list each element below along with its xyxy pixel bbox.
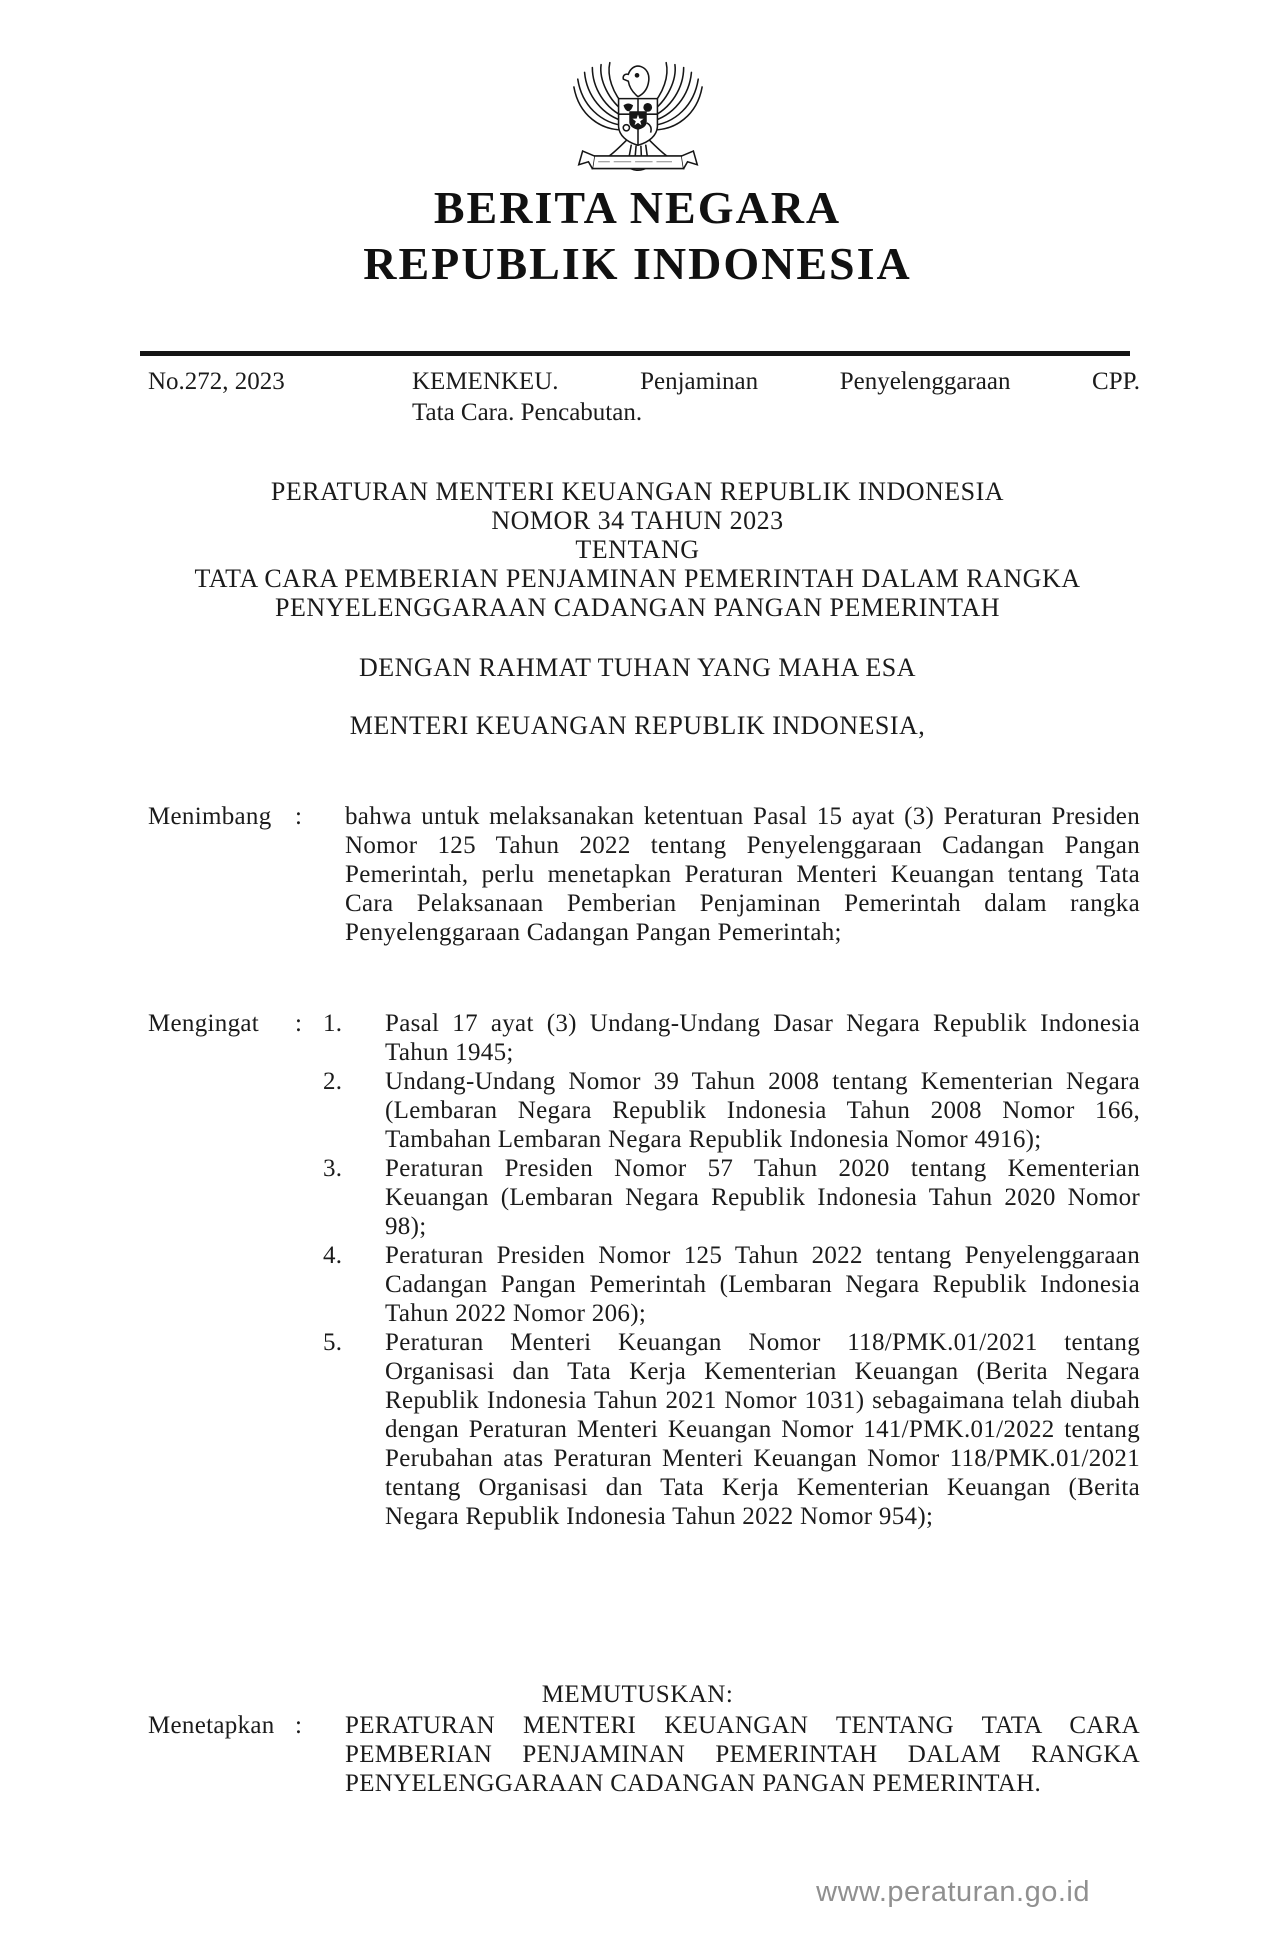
garuda-pancasila-emblem: [565, 52, 711, 188]
mengingat-item-3: [323, 1154, 1140, 1241]
menetapkan-body: PERATURAN MENTERI KEUANGAN TENTANG TATA CARA PEMBERIAN PENJAMINAN PEMERINTAH DALAM RANGKA PENYELENGGARAAN CADANGAN PANGAN PEMERINTAH.: [345, 1712, 1140, 1797]
mengingat-label: Mengingat: [148, 1010, 260, 1037]
invocation-line: DENGAN RAHMAT TUHAN YANG MAHA ESA: [359, 653, 916, 682]
regulation-title-line1: PERATURAN MENTERI KEUANGAN REPUBLIK INDONESIA: [270, 477, 1005, 506]
mengingat-item-4-number: 4.: [323, 1242, 343, 1269]
gazette-number: No.272, 2023: [148, 368, 285, 395]
masthead-line2: REPUBLIK INDONESIA: [363, 238, 912, 289]
authority-line: MENTERI KEUANGAN REPUBLIK INDONESIA,: [349, 711, 926, 740]
mengingat-item-5: [323, 1328, 1140, 1531]
regulation-title-line3: TENTANG: [575, 535, 700, 564]
masthead-line1: BERITA NEGARA: [433, 182, 842, 233]
mengingat-item-4: [323, 1241, 1140, 1328]
mengingat-item-4-text: Peraturan Presiden Nomor 125 Tahun 2022 tentang Penyelenggaraan Cadangan Pangan Pemerintah (Lembaran Negara Republik Indonesia Tahun 2022 Nomor 206);: [385, 1242, 1140, 1327]
menetapkan-section: [140, 1711, 1140, 1798]
mengingat-item-5-text: Peraturan Menteri Keuangan Nomor 118/PMK.01/2021 tentang Organisasi dan Tata Kerja Kementerian Keuangan (Berita Negara Republik Indonesia Tahun 2021 Nomor 1031) sebagaimana telah diubah dengan Peraturan Menteri Keuangan Nomor 141/PMK.01/2022 tentang Perubahan atas Peraturan Menteri Keuangan Nomor 118/PMK.01/2021 tentang Organisasi dan Tata Kerja Kementerian Keuangan (Berita Negara Republik Indonesia Tahun 2022 Nomor 954);: [385, 1329, 1140, 1530]
gazette-subject-line1: KEMENKEU. Penjaminan Penyelenggaraan CPP.: [412, 368, 1140, 395]
mengingat-item-2: [323, 1067, 1140, 1154]
mengingat-colon: :: [295, 1010, 303, 1037]
menetapkan-label: Menetapkan: [148, 1712, 275, 1739]
gazette-subject-line2: Tata Cara. Pencabutan.: [412, 399, 643, 426]
menimbang-colon: :: [295, 803, 303, 830]
menimbang-body: bahwa untuk melaksanakan ketentuan Pasal 15 ayat (3) Peraturan Presiden Nomor 125 Tahun 2022 tentang Penyelenggaraan Cadangan Pangan Pemerintah, perlu menetapkan Peraturan Menteri Keuangan tentang Tata Cara Pelaksanaan Pemberian Penjaminan Pemerintah dalam rangka Penyelenggaraan Cadangan Pangan Pemerintah;: [345, 803, 1140, 946]
gazette-subject: [412, 366, 1140, 428]
masthead-divider: [140, 351, 1130, 356]
watermark-url: www.peraturan.go.id: [816, 1876, 1090, 1908]
mengingat-section: [140, 1009, 1140, 1531]
mengingat-item-5-number: 5.: [323, 1329, 343, 1356]
regulation-title-line5: PENYELENGGARAAN CADANGAN PANGAN PEMERINTAH: [274, 593, 1001, 622]
mengingat-item-1-number: 1.: [323, 1010, 343, 1037]
mengingat-item-3-text: Peraturan Presiden Nomor 57 Tahun 2020 tentang Kementerian Keuangan (Lembaran Negara Republik Indonesia Tahun 2020 Nomor 98);: [385, 1155, 1140, 1240]
regulation-title-line2: NOMOR 34 TAHUN 2023: [491, 506, 784, 535]
menetapkan-colon: :: [295, 1712, 303, 1739]
regulation-title-line4: TATA CARA PEMBERIAN PENJAMINAN PEMERINTAH DALAM RANGKA: [194, 564, 1081, 593]
masthead: [0, 180, 1275, 292]
decision-heading: MEMUTUSKAN:: [541, 1681, 734, 1708]
mengingat-item-3-number: 3.: [323, 1155, 343, 1182]
mengingat-item-2-text: Undang-Undang Nomor 39 Tahun 2008 tentang Kementerian Negara (Lembaran Negara Republik Indonesia Tahun 2008 Nomor 166, Tambahan Lembaran Negara Republik Indonesia Nomor 4916);: [385, 1068, 1140, 1153]
mengingat-item-1-text: Pasal 17 ayat (3) Undang-Undang Dasar Negara Republik Indonesia Tahun 1945;: [385, 1010, 1140, 1066]
menimbang-section: [140, 802, 1140, 947]
mengingat-list: [323, 1009, 1140, 1531]
menimbang-label: Menimbang: [148, 803, 272, 830]
regulation-title: [0, 477, 1275, 622]
mengingat-item-1: [323, 1009, 1140, 1067]
mengingat-item-2-number: 2.: [323, 1068, 343, 1095]
